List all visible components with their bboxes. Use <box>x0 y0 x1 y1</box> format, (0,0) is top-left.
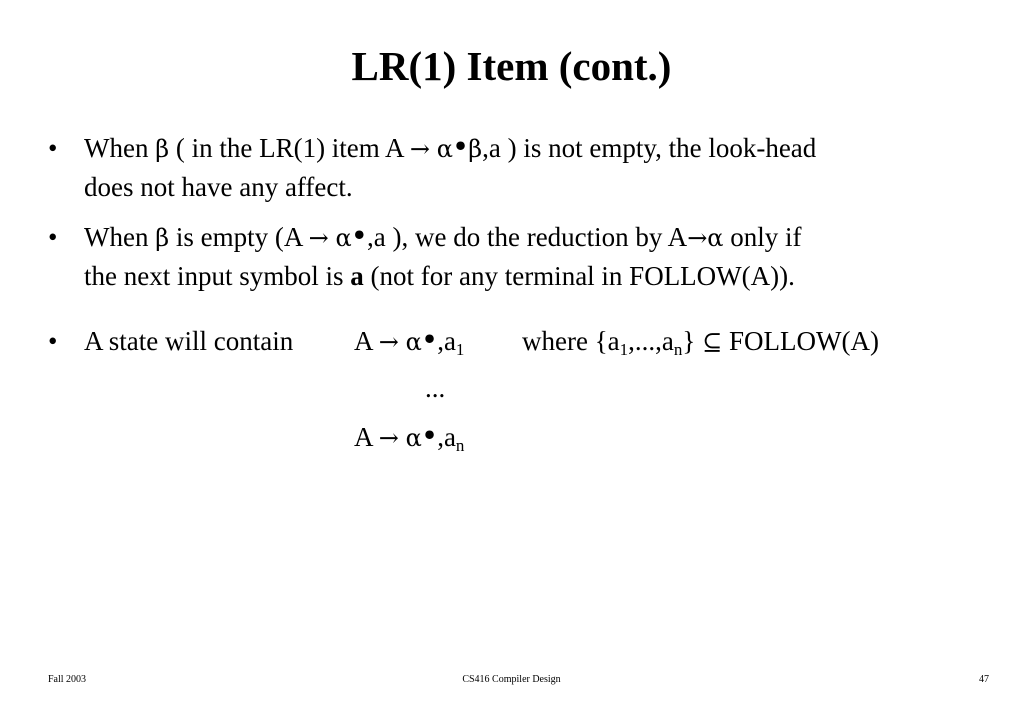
footer-date: Fall 2003 <box>48 674 87 685</box>
bullet-marker-3: • <box>48 326 58 356</box>
alpha-symbol: α <box>405 424 422 452</box>
arrow-symbol: → <box>409 135 430 163</box>
alpha-symbol: α <box>335 224 352 252</box>
lr1-item-last: $A \to \alpha•,a_n$ <box>354 421 465 455</box>
beta-symbol: β <box>155 224 170 252</box>
beta-symbol: β <box>155 135 170 163</box>
slide-title: LR(1) Item (cont.) <box>351 43 672 89</box>
beta-symbol: β <box>468 135 483 163</box>
arrow-symbol: → <box>378 328 399 356</box>
bullet-marker-2: • <box>48 222 58 252</box>
bullet-3-text: A state will contain <box>84 326 294 356</box>
alpha-symbol: α <box>436 135 453 163</box>
footer-course: CS416 Compiler Design <box>462 674 561 685</box>
alpha-symbol: α <box>405 328 422 356</box>
ellipsis: ... <box>425 373 446 403</box>
where-clause: where $\{a_1,...,a_n\}$ ⊆ FOLLOW(A) <box>522 326 879 359</box>
bullet-marker-1: • <box>48 133 58 163</box>
item-dot: • <box>452 132 469 161</box>
arrow-symbol: → <box>687 224 708 252</box>
bullet-2-text: When β is empty (A → α•,a ), we do the reduction by A→α only if the next input symbol is a (not for any terminal in FOLLOW(A)). <box>84 221 802 291</box>
alpha-symbol: α <box>707 224 724 252</box>
arrow-symbol: → <box>308 224 329 252</box>
item-dot: • <box>421 325 438 354</box>
page-number: 47 <box>979 674 989 685</box>
lr1-item-first: $A \to \alpha•,a_1$ <box>354 325 465 359</box>
item-dot: • <box>421 421 438 450</box>
arrow-symbol: → <box>378 424 399 452</box>
subset-symbol: ⊆ <box>702 328 723 356</box>
item-dot: • <box>351 221 368 250</box>
bold-a: a <box>350 261 364 291</box>
bullet-1-text: When β ( in the LR(1) item A → α•β,a ) is not empty, the look-head does not have any affect. <box>84 132 817 202</box>
